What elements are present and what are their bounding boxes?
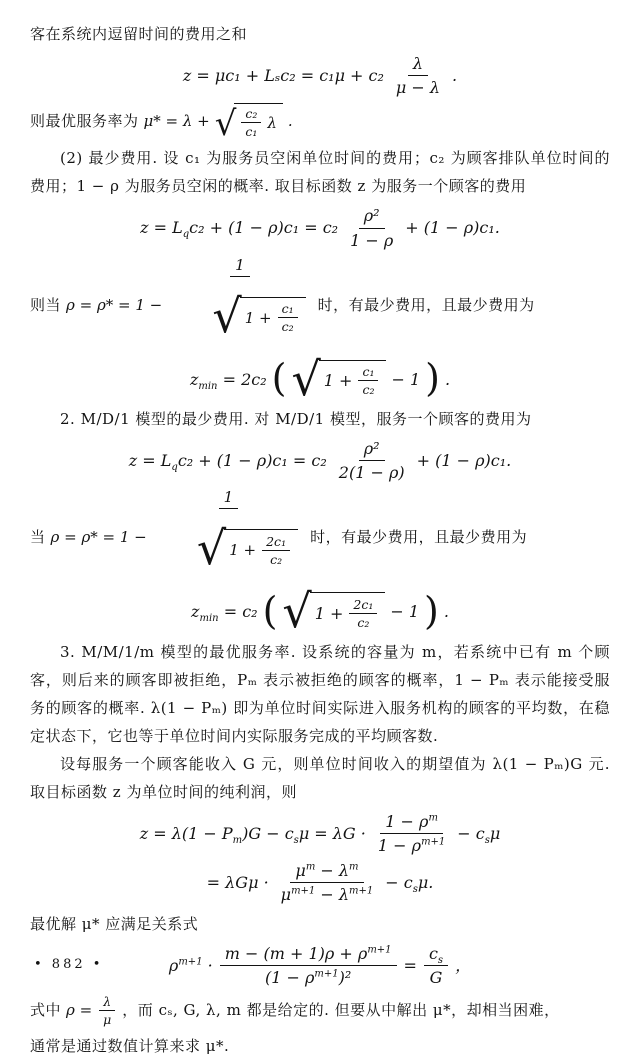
fraction: $\frac{c_s}{G}$ xyxy=(424,944,448,987)
math-token: . xyxy=(444,369,451,389)
math-token: ρ = xyxy=(66,1001,93,1020)
math-token: + (1 − ρ)c₁. xyxy=(416,451,512,471)
line-given-parameters xyxy=(30,994,610,1027)
text-token: 时，有最少费用，且最少费用为 xyxy=(317,295,535,314)
formula-mu-star-relation xyxy=(30,944,610,987)
sqrt-radical: √ 1 + $\frac{\text{c₁}}{\text{c₂}}$ xyxy=(212,297,305,336)
fraction: $\frac{m - (m + 1)\rho + \rho^{m+1}}{(1 - \rho^{m+1})^2}$ xyxy=(220,944,397,987)
sqrt-radical: √ 1 + $\frac{\text{2c₁}}{\text{c₂}}$ xyxy=(282,592,385,631)
fraction-numerator: λ xyxy=(408,54,428,76)
radical-sign-icon: √ xyxy=(291,351,321,406)
fraction: $\frac{\text{c₁}}{\text{c₂}}$ xyxy=(358,364,378,397)
fraction xyxy=(391,54,445,97)
formula-profit-2 xyxy=(30,861,610,904)
math-token: $\rho^{m+1}$ · xyxy=(168,956,213,976)
text-token: 式中 xyxy=(30,1001,62,1020)
formula-zmin-2 xyxy=(30,584,610,639)
paragraph-revenue: 设每服务一个顾客能收入 G 元，则单位时间收入的期望值为 λ(1 − Pₘ)G 元. 取目标函数 z 为单位时间的纯利润，则 xyxy=(30,754,610,801)
fraction: 1 √ 1 + $\frac{\text{c₁}}{\text{c₂}}$ xyxy=(169,256,310,354)
math-token: $z_{min} = 2c_2$ xyxy=(189,369,267,392)
math-token: − $c_s\mu$. xyxy=(385,872,434,896)
formula-total-cost xyxy=(30,54,610,97)
math-token: $z = \lambda(1 - P_m)G - c_s\mu = \lambda G$ · xyxy=(139,823,366,846)
math-token: = λGμ · xyxy=(206,872,269,892)
math-token: . xyxy=(452,66,458,86)
text-token: 当 xyxy=(30,528,46,547)
paragraph-cost-sum: 客在系统内逗留时间的费用之和 xyxy=(30,25,248,43)
fraction: $\frac{\lambda}{\mu}$ xyxy=(99,994,115,1027)
sqrt-radical: √ 1 + $\frac{\text{c₁}}{\text{c₂}}$ xyxy=(291,360,386,399)
math-token: λ xyxy=(267,113,277,132)
fraction: $\frac{\mu^m - \lambda^m}{\mu^{m+1} - \lambda^{m+1}}$ xyxy=(280,860,374,905)
math-token: − 1 xyxy=(391,369,421,389)
left-paren: ( xyxy=(271,356,287,401)
left-paren: ( xyxy=(262,588,278,633)
math-token: $z = L_qc_2 + (1 - \rho)c_1 = c_2$ xyxy=(140,218,339,241)
fraction: $\frac{\text{2c₁}}{\text{c₂}}$ xyxy=(262,534,290,567)
line-optimal-service-rate xyxy=(30,103,610,145)
math-token: ， xyxy=(455,956,472,976)
fraction-denominator: μ − λ xyxy=(395,78,441,98)
math-token: − $c_s\mu$ xyxy=(457,823,501,846)
formula-profit-1 xyxy=(30,812,610,855)
math-token: + (1 − ρ)c₁. xyxy=(405,218,500,238)
formula-zmin-1 xyxy=(30,351,610,406)
sqrt-radical xyxy=(214,103,283,145)
text-token: ，而 cₛ, G, λ, m 都是给定的. 但要从中解出 μ*，却相当困难， xyxy=(122,1001,560,1020)
math-token: − 1 xyxy=(390,602,420,622)
text-token: 则最优服务率为 xyxy=(30,112,139,131)
fraction: $\frac{\text{c₁}}{\text{c₂}}$ xyxy=(278,301,298,334)
heading-md1: 2. M/D/1 模型的最少费用. 对 M/D/1 模型，服务一个顾客的费用为 xyxy=(60,409,532,428)
radical-sign-icon: √ xyxy=(282,584,312,639)
formula-md1-cost xyxy=(30,439,610,482)
sqrt-radical: √ 1 + $\frac{\text{2c₁}}{\text{c₂}}$ xyxy=(197,529,298,568)
right-paren: ) xyxy=(425,356,440,401)
fraction: $\frac{\text{ρ²}}{2(1 - \rho)}$ xyxy=(338,438,405,483)
fraction: $\frac{\text{c₂}}{\text{c₁}}$ xyxy=(241,106,261,139)
radical-sign-icon: √ xyxy=(212,288,242,343)
math-token: z = μc₁ + Lₛc₂ = c₁μ + c₂ xyxy=(182,66,384,86)
fraction: $\frac{\text{2c₁}}{\text{c₂}}$ xyxy=(349,597,377,630)
math-token: μ* = λ + xyxy=(143,112,210,131)
math-token: . xyxy=(443,602,449,622)
line-rho-star-condition-2 xyxy=(30,488,610,586)
radical-sign-icon: √ xyxy=(214,104,237,145)
paragraph-min-cost: (2) 最少费用. 设 c₁ 为服务员空闲单位时间的费用；c₂ 为顾客排队单位时间的费用；1 − ρ 为服务员空闲的概率. 取目标函数 z 为服务一个顾客的费用 xyxy=(30,149,610,196)
fraction: 1 √ 1 + $\frac{\text{2c₁}}{\text{c₂}}$ xyxy=(154,488,303,586)
radical-sign-icon: √ xyxy=(196,521,227,576)
paragraph-mm1m: 3. M/M/1/m 模型的最优服务率. 设系统的容量为 m，若系统中已有 m 个顾客，则后来的顾客即被拒绝，Pₘ 表示被拒绝的顾客的概率，1 − Pₘ 表示能接受服务的顾客的概率. λ(1 − Pₘ) 即为单位时间实际进入服务机构的顾客的平均数，在稳定状态下，它也等于单位时间内实际服务完成的平均顾客数. xyxy=(30,642,610,745)
math-token: . xyxy=(287,112,293,131)
text-token: 则当 xyxy=(30,295,62,314)
formula-cost-per-customer xyxy=(30,206,610,249)
math-token: = xyxy=(403,956,417,976)
math-token: ρ = ρ* = 1 − xyxy=(50,528,147,547)
math-token: $z = L_qc_2 + (1 - \rho)c_1 = c_2$ xyxy=(128,451,327,474)
line-rho-star-condition-1 xyxy=(30,256,610,354)
page-number: • 882 • xyxy=(34,957,104,972)
text-token: 时，有最少费用，且最少费用为 xyxy=(310,528,528,547)
math-token: $z_{min} = c_2$ xyxy=(191,602,258,625)
right-paren: ) xyxy=(424,588,439,633)
paragraph-numeric-solution: 通常是通过数值计算来求 μ*. xyxy=(30,1036,230,1055)
line-optimal-solution: 最优解 μ* 应满足关系式 xyxy=(30,915,199,934)
fraction: $\frac{\text{ρ²}}{1 - \rho}$ xyxy=(350,206,394,250)
math-token: ρ = ρ* = 1 − xyxy=(66,295,163,314)
fraction: $\frac{1 - \rho^m}{1 - \rho^{m+1}}$ xyxy=(377,811,446,855)
